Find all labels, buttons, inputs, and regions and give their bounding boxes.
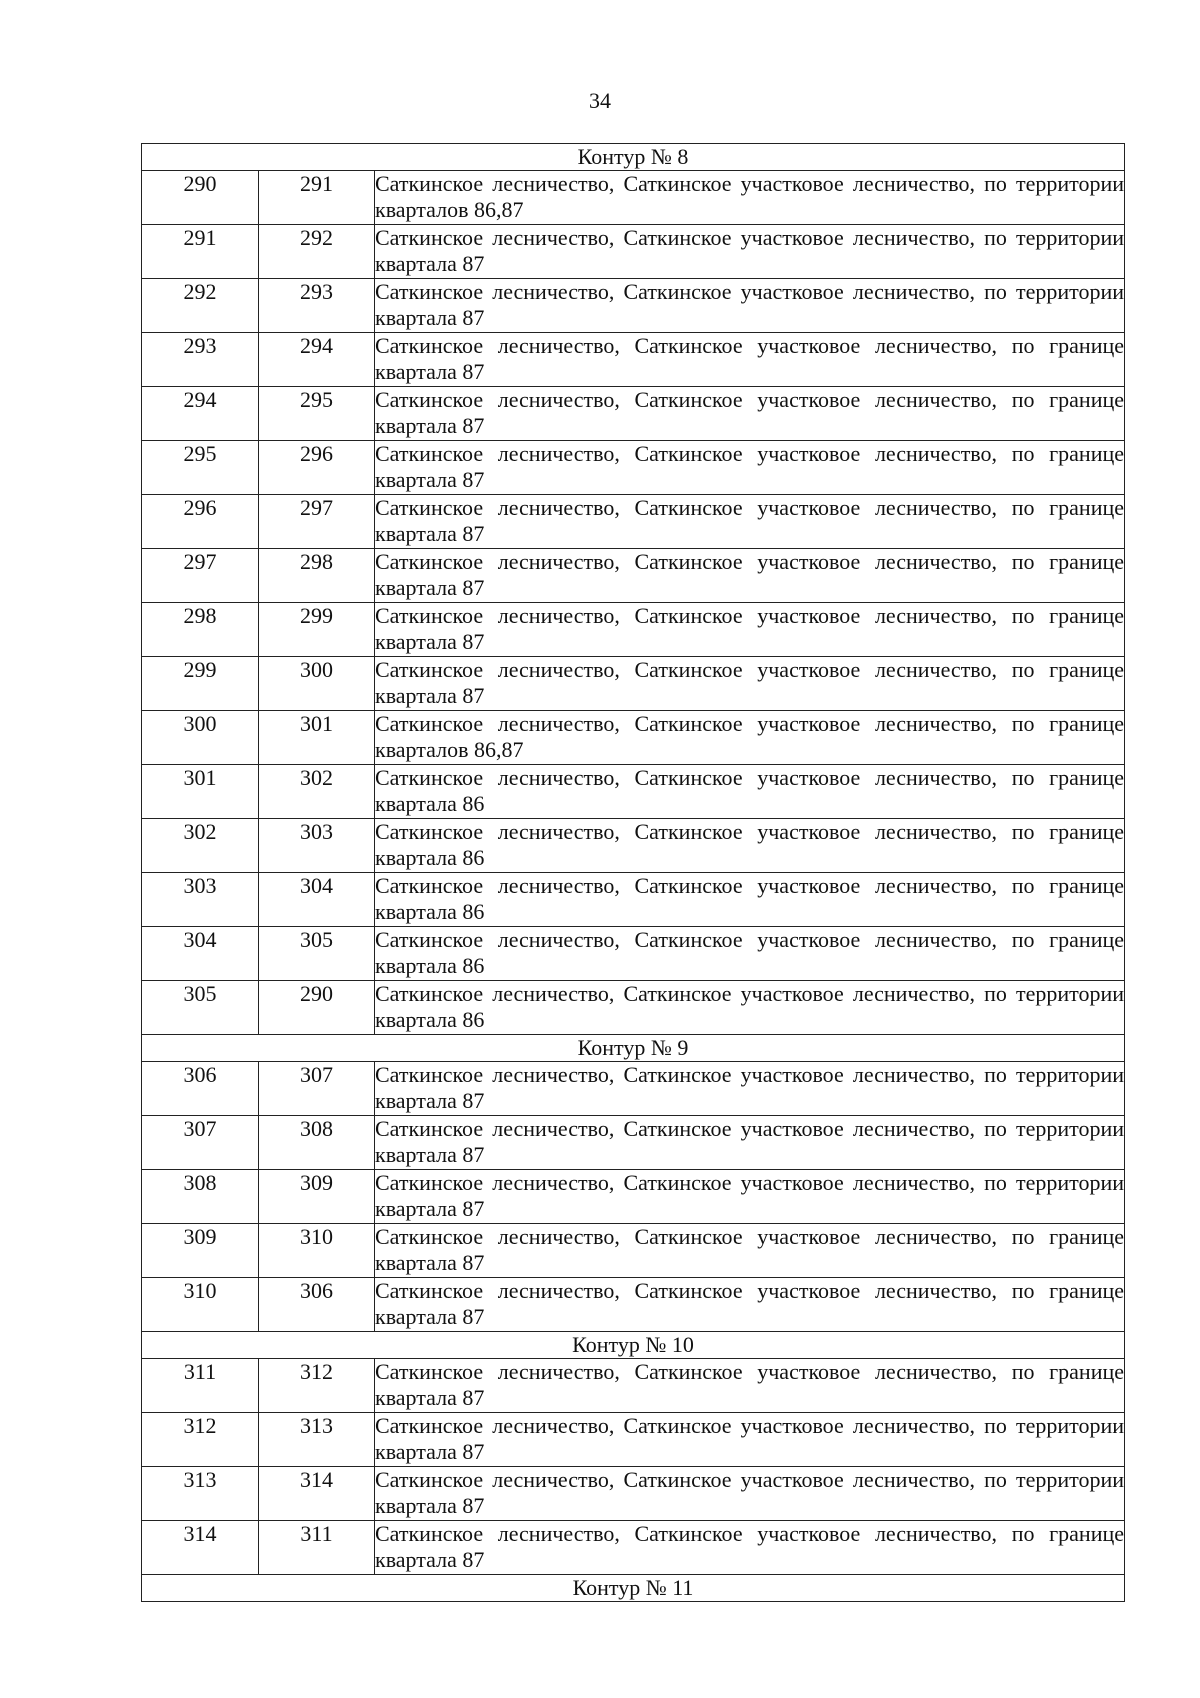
point-to-cell: 292 — [259, 225, 375, 279]
point-to-cell: 309 — [259, 1170, 375, 1224]
description-cell: Саткинское лесничество, Саткинское участковое лесничество, по границе квартала 87 — [375, 333, 1125, 387]
table-row — [142, 387, 1125, 441]
point-from-cell: 311 — [142, 1359, 259, 1413]
description-cell: Саткинское лесничество, Саткинское участковое лесничество, по территории квартала 86 — [375, 981, 1125, 1035]
table-row — [142, 765, 1125, 819]
description-cell: Саткинское лесничество, Саткинское участковое лесничество, по территории кварталов 86,87 — [375, 171, 1125, 225]
point-from-cell: 306 — [142, 1062, 259, 1116]
point-from-cell: 293 — [142, 333, 259, 387]
table-row — [142, 657, 1125, 711]
point-from-cell: 305 — [142, 981, 259, 1035]
point-to-cell: 313 — [259, 1413, 375, 1467]
table-row — [142, 1278, 1125, 1332]
page-number: 34 — [589, 88, 611, 113]
table-row — [142, 333, 1125, 387]
table-row — [142, 171, 1125, 225]
point-from-cell: 296 — [142, 495, 259, 549]
description-cell: Саткинское лесничество, Саткинское участковое лесничество, по границе квартала 87 — [375, 1359, 1125, 1413]
description-cell: Саткинское лесничество, Саткинское участковое лесничество, по границе квартала 87 — [375, 495, 1125, 549]
point-from-cell: 303 — [142, 873, 259, 927]
description-cell: Саткинское лесничество, Саткинское участковое лесничество, по границе квартала 86 — [375, 873, 1125, 927]
table-row — [142, 225, 1125, 279]
table-row — [142, 819, 1125, 873]
description-cell: Саткинское лесничество, Саткинское участковое лесничество, по границе квартала 87 — [375, 603, 1125, 657]
point-from-cell: 310 — [142, 1278, 259, 1332]
table-row — [142, 549, 1125, 603]
table-row — [142, 927, 1125, 981]
point-from-cell: 295 — [142, 441, 259, 495]
point-from-cell: 304 — [142, 927, 259, 981]
point-to-cell: 290 — [259, 981, 375, 1035]
contour-header-row — [142, 1035, 1125, 1062]
point-from-cell: 313 — [142, 1467, 259, 1521]
table-row — [142, 603, 1125, 657]
table-row — [142, 1062, 1125, 1116]
point-to-cell: 298 — [259, 549, 375, 603]
point-from-cell: 307 — [142, 1116, 259, 1170]
table-body — [142, 144, 1125, 1602]
boundary-description-table — [141, 143, 1125, 1602]
point-to-cell: 308 — [259, 1116, 375, 1170]
description-cell: Саткинское лесничество, Саткинское участковое лесничество, по территории квартала 87 — [375, 1467, 1125, 1521]
table-row — [142, 1359, 1125, 1413]
point-to-cell: 306 — [259, 1278, 375, 1332]
description-cell: Саткинское лесничество, Саткинское участковое лесничество, по границе кварталов 86,87 — [375, 711, 1125, 765]
point-from-cell: 298 — [142, 603, 259, 657]
point-from-cell: 302 — [142, 819, 259, 873]
table-row — [142, 495, 1125, 549]
point-to-cell: 293 — [259, 279, 375, 333]
description-cell: Саткинское лесничество, Саткинское участковое лесничество, по территории квартала 87 — [375, 279, 1125, 333]
table-row — [142, 1413, 1125, 1467]
point-to-cell: 294 — [259, 333, 375, 387]
point-from-cell: 309 — [142, 1224, 259, 1278]
point-to-cell: 291 — [259, 171, 375, 225]
point-from-cell: 291 — [142, 225, 259, 279]
point-from-cell: 292 — [142, 279, 259, 333]
description-cell: Саткинское лесничество, Саткинское участковое лесничество, по границе квартала 87 — [375, 1224, 1125, 1278]
description-cell: Саткинское лесничество, Саткинское участковое лесничество, по территории квартала 87 — [375, 1170, 1125, 1224]
point-to-cell: 299 — [259, 603, 375, 657]
point-from-cell: 301 — [142, 765, 259, 819]
point-to-cell: 312 — [259, 1359, 375, 1413]
description-cell: Саткинское лесничество, Саткинское участковое лесничество, по границе квартала 86 — [375, 819, 1125, 873]
point-from-cell: 308 — [142, 1170, 259, 1224]
point-to-cell: 297 — [259, 495, 375, 549]
table-row — [142, 1521, 1125, 1575]
description-cell: Саткинское лесничество, Саткинское участковое лесничество, по границе квартала 87 — [375, 549, 1125, 603]
contour-title: Контур № 11 — [142, 1575, 1125, 1602]
table-row — [142, 981, 1125, 1035]
contour-header-row — [142, 144, 1125, 171]
description-cell: Саткинское лесничество, Саткинское участковое лесничество, по границе квартала 87 — [375, 1521, 1125, 1575]
table-row — [142, 1224, 1125, 1278]
description-cell: Саткинское лесничество, Саткинское участковое лесничество, по территории квартала 87 — [375, 225, 1125, 279]
point-to-cell: 300 — [259, 657, 375, 711]
point-to-cell: 304 — [259, 873, 375, 927]
description-cell: Саткинское лесничество, Саткинское участковое лесничество, по границе квартала 86 — [375, 765, 1125, 819]
table-row — [142, 1116, 1125, 1170]
point-to-cell: 303 — [259, 819, 375, 873]
table-row — [142, 873, 1125, 927]
point-from-cell: 314 — [142, 1521, 259, 1575]
description-cell: Саткинское лесничество, Саткинское участковое лесничество, по границе квартала 86 — [375, 927, 1125, 981]
contour-title: Контур № 10 — [142, 1332, 1125, 1359]
table-row — [142, 279, 1125, 333]
point-to-cell: 301 — [259, 711, 375, 765]
description-cell: Саткинское лесничество, Саткинское участковое лесничество, по территории квартала 87 — [375, 1062, 1125, 1116]
contour-header-row — [142, 1575, 1125, 1602]
contour-title: Контур № 8 — [142, 144, 1125, 171]
point-from-cell: 300 — [142, 711, 259, 765]
point-to-cell: 314 — [259, 1467, 375, 1521]
point-from-cell: 312 — [142, 1413, 259, 1467]
description-cell: Саткинское лесничество, Саткинское участковое лесничество, по территории квартала 87 — [375, 1116, 1125, 1170]
contour-header-row — [142, 1332, 1125, 1359]
point-to-cell: 295 — [259, 387, 375, 441]
point-from-cell: 297 — [142, 549, 259, 603]
point-to-cell: 310 — [259, 1224, 375, 1278]
point-from-cell: 294 — [142, 387, 259, 441]
point-to-cell: 305 — [259, 927, 375, 981]
point-to-cell: 302 — [259, 765, 375, 819]
point-to-cell: 296 — [259, 441, 375, 495]
description-cell: Саткинское лесничество, Саткинское участковое лесничество, по территории квартала 87 — [375, 1413, 1125, 1467]
table-row — [142, 1170, 1125, 1224]
description-cell: Саткинское лесничество, Саткинское участковое лесничество, по границе квартала 87 — [375, 387, 1125, 441]
contour-title: Контур № 9 — [142, 1035, 1125, 1062]
point-to-cell: 311 — [259, 1521, 375, 1575]
table-row — [142, 1467, 1125, 1521]
point-to-cell: 307 — [259, 1062, 375, 1116]
point-from-cell: 299 — [142, 657, 259, 711]
description-cell: Саткинское лесничество, Саткинское участковое лесничество, по границе квартала 87 — [375, 441, 1125, 495]
description-cell: Саткинское лесничество, Саткинское участковое лесничество, по границе квартала 87 — [375, 1278, 1125, 1332]
point-from-cell: 290 — [142, 171, 259, 225]
description-cell: Саткинское лесничество, Саткинское участковое лесничество, по границе квартала 87 — [375, 657, 1125, 711]
table-row — [142, 441, 1125, 495]
table-row — [142, 711, 1125, 765]
